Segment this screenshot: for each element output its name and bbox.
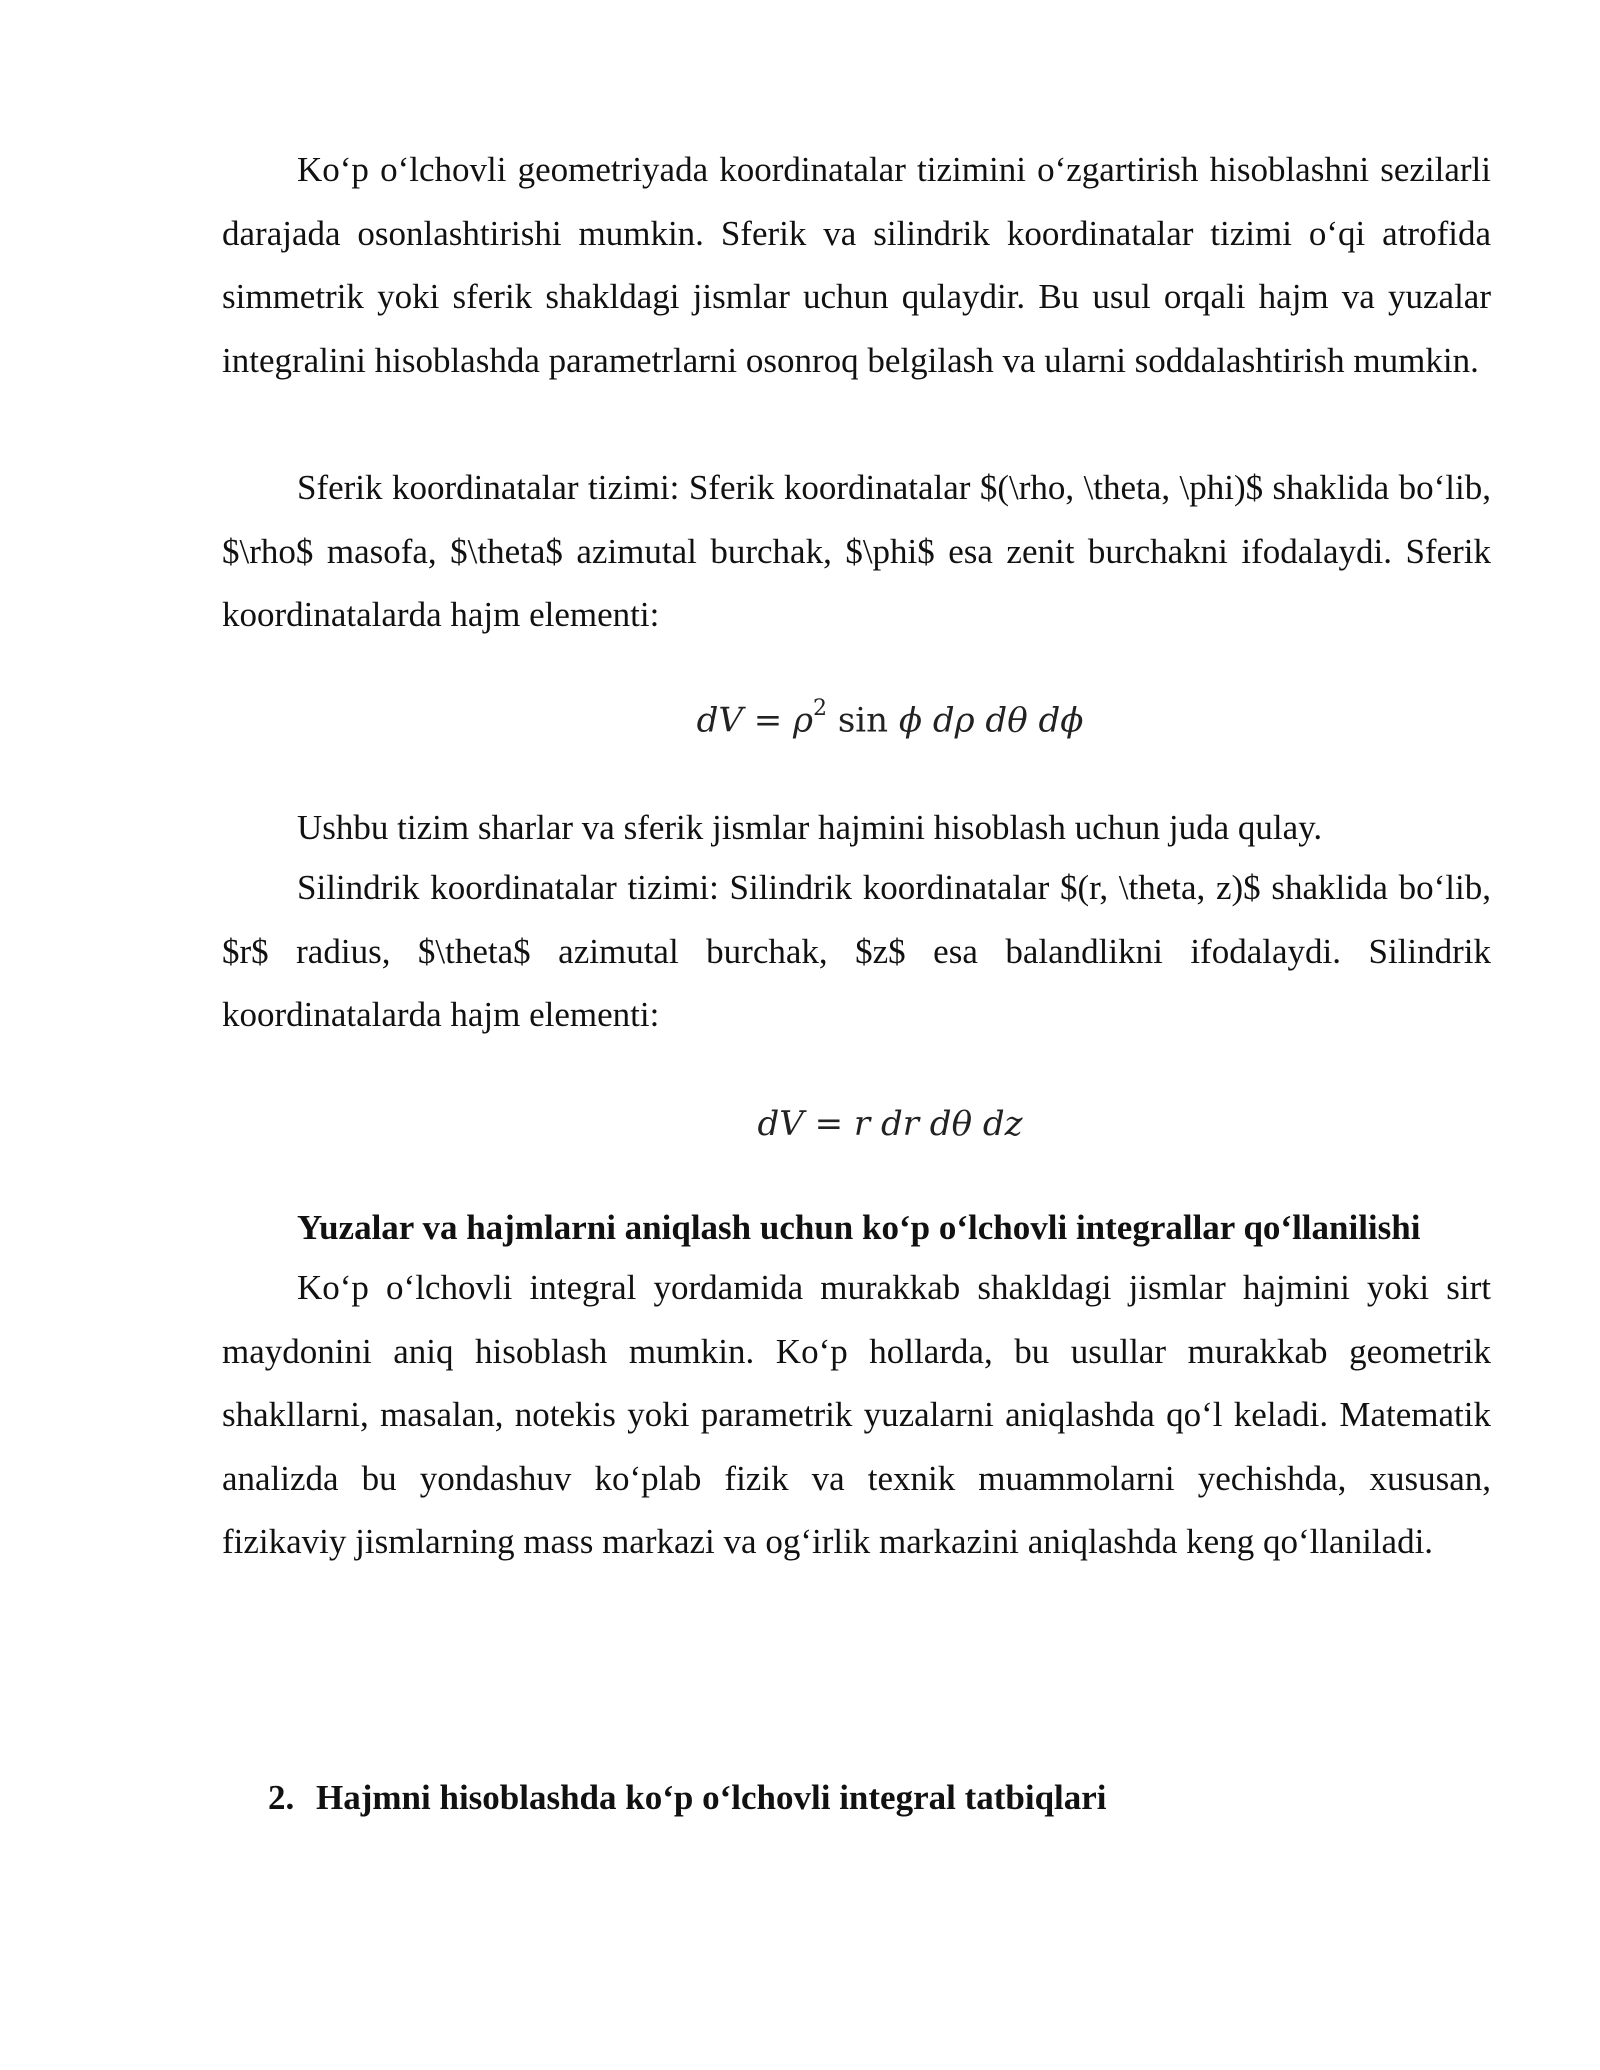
section-heading <box>268 1766 1107 1830</box>
paragraph-text: Koʻp oʻlchovli geometriyada koordinatalar tizimini oʻzgartirish hisoblashni sezilarli darajada osonlashtirishi mumkin. Sferik va silindrik koordinatalar tizimi oʻqi atrofida simmetrik yoki sferik shakldagi jismlar uchun qulaydir. Bu usul orqali hajm va yuzalar integralini hisoblashda parametrlarni osonroq belgilash va ularni soddalashtirish mumkin. <box>222 150 1491 380</box>
formula-differentials: ϕ dρ dθ dϕ <box>898 700 1084 741</box>
paragraph-cylindrical <box>222 856 1491 1047</box>
formula-equals: = <box>753 700 783 741</box>
formula-lhs: dV <box>696 700 743 741</box>
formula-rho: ρ <box>793 700 814 741</box>
paragraph-text: Ushbu tizim sharlar va sferik jismlar hajmini hisoblash uchun juda qulay. <box>297 808 1323 847</box>
section-number: 2. <box>268 1778 295 1817</box>
paragraph-multiple-integrals <box>222 1256 1491 1574</box>
formula-lhs: dV <box>757 1104 804 1144</box>
formula-cylindrical-volume-element <box>90 1104 1600 1144</box>
formula-equals: = <box>814 1104 844 1144</box>
section-title: Hajmni hisoblashda koʻp oʻlchovli integral tatbiqlari <box>316 1778 1107 1817</box>
formula-differentials: r dr dθ dz <box>853 1104 1023 1144</box>
paragraph-coordinate-systems <box>222 138 1491 392</box>
paragraph-text: Sferik koordinatalar tizimi: Sferik koordinatalar $(\rho, \theta, \phi)$ shaklida boʻlib, $\rho$ masofa, $\theta$ azimutal burchak, $\phi$ esa zenit burchakni ifodalaydi. Sferik koordinatalarda hajm elementi: <box>222 468 1491 634</box>
paragraph-spherical <box>222 456 1491 647</box>
paragraph-text: Silindrik koordinatalar tizimi: Silindrik koordinatalar $(r, \theta, z)$ shaklida boʻlib, $r$ radius, $\theta$ azimutal burchak, $z$ esa balandlikni ifodalaydi. Silindrik koordinatalarda hajm elementi: <box>222 868 1491 1034</box>
formula-sin: sin <box>837 700 889 741</box>
paragraph-text: Koʻp oʻlchovli integral yordamida murakkab shakldagi jismlar hajmini yoki sirt maydonini aniq hisoblash mumkin. Koʻp hollarda, bu usullar murakkab geometrik shakllarni, masalan, notekis yoki parametrik yuzalarni aniqlashda qoʻl keladi. Matematik analizda bu yondashuv koʻplab fizik va texnik muammolarni yechishda, xususan, fizikaviy jismlarning mass markazi va ogʻirlik markazini aniqlashda keng qoʻllaniladi. <box>222 1268 1491 1561</box>
paragraph-spherical-note <box>222 796 1491 860</box>
subheading-integrals-application: Yuzalar va hajmlarni aniqlash uchun koʻp oʻlchovli integrallar qoʻllanilishi <box>297 1208 1421 1247</box>
formula-exponent: 2 <box>813 696 828 721</box>
formula-spherical-volume-element <box>90 696 1600 741</box>
